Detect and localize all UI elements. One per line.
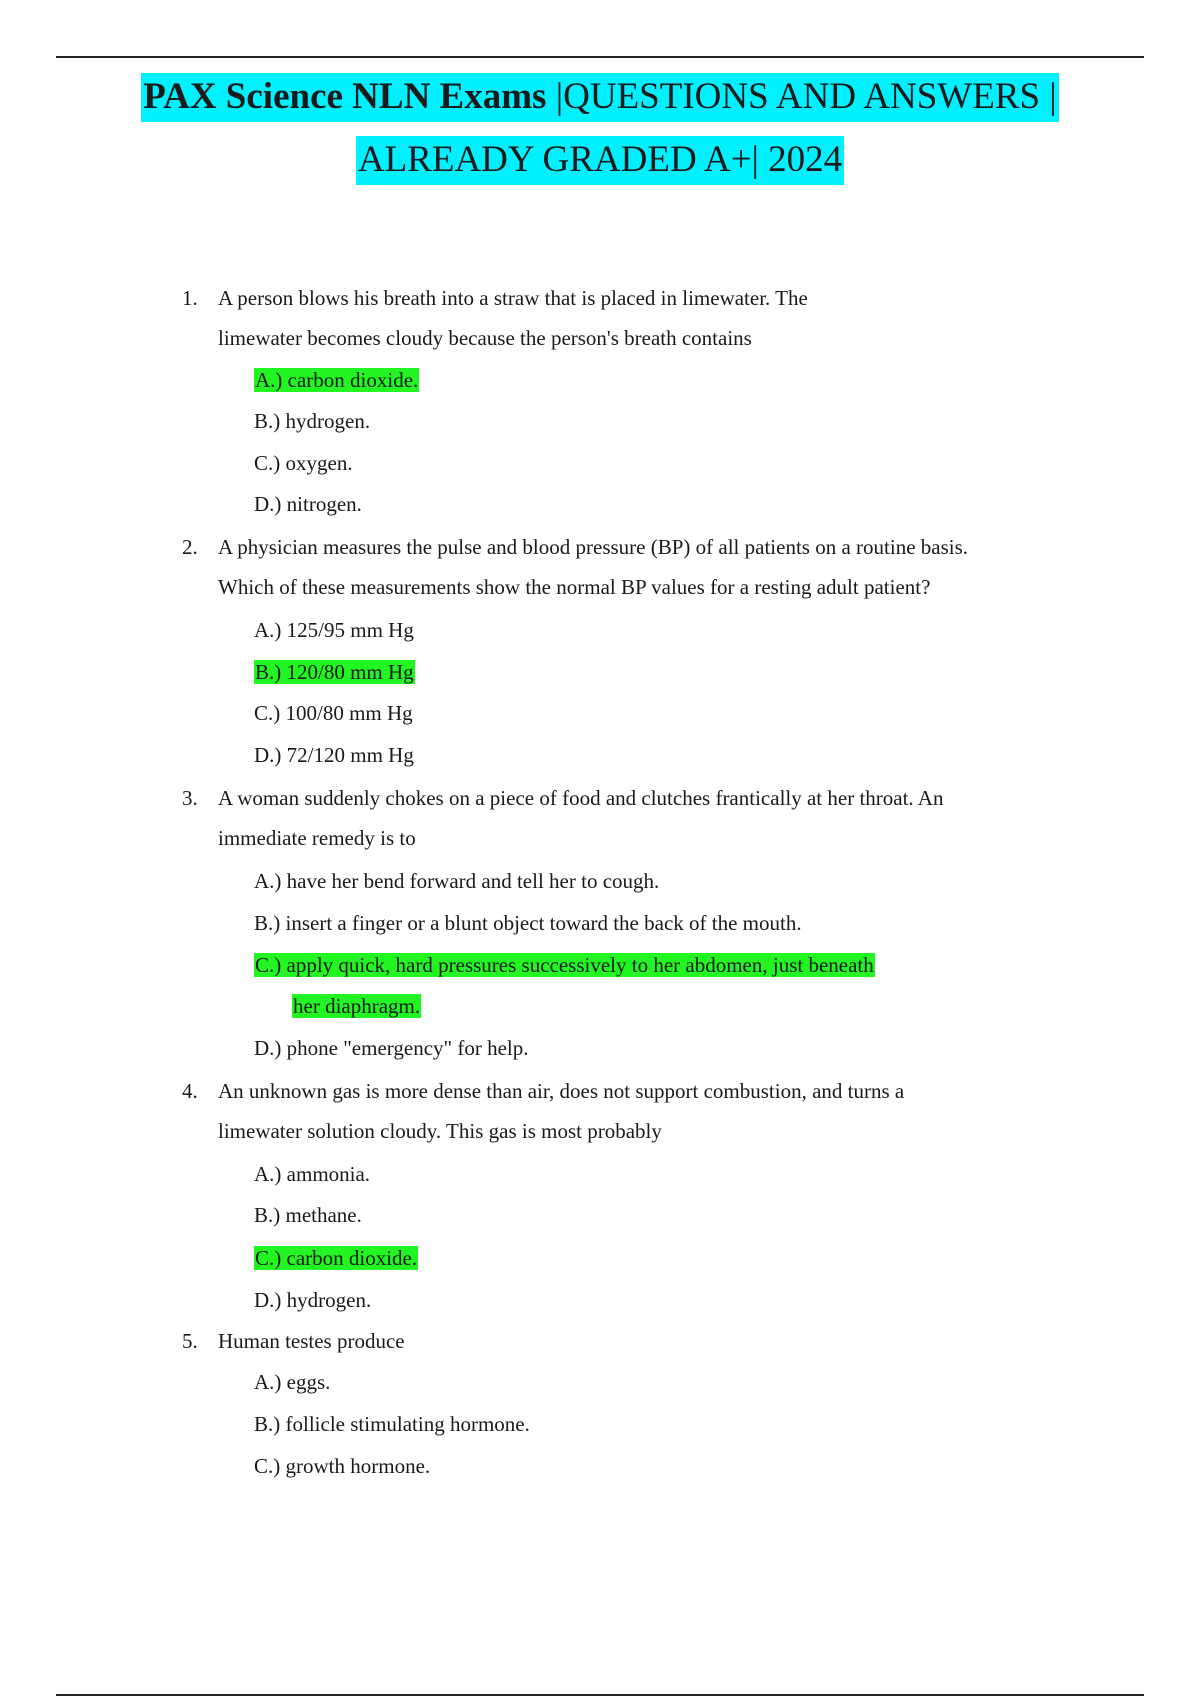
stem-line: A woman suddenly chokes on a piece of food and clutches frantically at her throat. An bbox=[218, 786, 944, 810]
answer-option: D.) nitrogen. bbox=[254, 492, 362, 516]
question-stem bbox=[218, 1321, 1078, 1361]
top-rule bbox=[56, 56, 1144, 58]
stem-line: limewater becomes cloudy because the person's breath contains bbox=[218, 326, 752, 350]
document-title-line-1 bbox=[0, 78, 1200, 115]
answer-option bbox=[254, 360, 419, 400]
stem-line: An unknown gas is more dense than air, does not support combustion, and turns a bbox=[218, 1079, 905, 1103]
title-bold-text: PAX Science NLN Exams bbox=[143, 76, 556, 117]
correct-answer-highlight: B.) 120/80 mm Hg bbox=[255, 660, 414, 684]
correct-answer-highlight: A.) carbon dioxide. bbox=[255, 368, 419, 392]
answer-option bbox=[254, 1238, 418, 1278]
answer-option: B.) insert a finger or a blunt object toward the back of the mouth. bbox=[254, 911, 802, 935]
answer-option: C.) 100/80 mm Hg bbox=[254, 701, 413, 725]
question-stem bbox=[218, 778, 1078, 858]
answer-option: A.) have her bend forward and tell her to cough. bbox=[254, 869, 660, 893]
answer-option: B.) methane. bbox=[254, 1203, 362, 1227]
title-line-2-text: ALREADY GRADED A+| 2024 bbox=[356, 136, 844, 185]
stem-line: Which of these measurements show the normal BP values for a resting adult patient? bbox=[218, 575, 931, 599]
bottom-rule bbox=[56, 1694, 1144, 1696]
question-number: 5. bbox=[182, 1329, 198, 1353]
title-highlight bbox=[141, 73, 1058, 122]
answer-option: C.) oxygen. bbox=[254, 451, 353, 475]
answer-option: B.) hydrogen. bbox=[254, 409, 371, 433]
answer-option: D.) hydrogen. bbox=[254, 1288, 372, 1312]
answer-option: D.) phone "emergency" for help. bbox=[254, 1036, 529, 1060]
stem-line: immediate remedy is to bbox=[218, 826, 416, 850]
answer-option: B.) follicle stimulating hormone. bbox=[254, 1412, 530, 1436]
correct-answer-highlight: her diaphragm. bbox=[293, 994, 421, 1018]
answer-option: A.) eggs. bbox=[254, 1370, 331, 1394]
stem-line: A person blows his breath into a straw that is placed in limewater. The bbox=[218, 286, 808, 310]
title-rest-text: |QUESTIONS AND ANSWERS | bbox=[555, 76, 1057, 117]
answer-option bbox=[254, 945, 875, 985]
question-number: 2. bbox=[182, 535, 198, 559]
answer-option: A.) 125/95 mm Hg bbox=[254, 618, 414, 642]
question-number: 4. bbox=[182, 1079, 198, 1103]
question-number: 1. bbox=[182, 286, 198, 310]
stem-line: A physician measures the pulse and blood pressure (BP) of all patients on a routine basis. bbox=[218, 535, 969, 559]
question-number: 3. bbox=[182, 786, 198, 810]
answer-option: D.) 72/120 mm Hg bbox=[254, 743, 414, 767]
question-stem bbox=[218, 1071, 1078, 1151]
stem-line: Human testes produce bbox=[218, 1329, 405, 1353]
correct-answer-highlight: C.) apply quick, hard pressures successively to her abdomen, just beneath bbox=[255, 953, 874, 977]
answer-option: A.) ammonia. bbox=[254, 1162, 371, 1186]
correct-answer-highlight: C.) carbon dioxide. bbox=[255, 1246, 418, 1270]
answer-option: C.) growth hormone. bbox=[254, 1454, 431, 1478]
question-stem bbox=[218, 278, 1078, 358]
document-title-line-2 bbox=[0, 141, 1200, 178]
answer-option-continuation bbox=[292, 986, 421, 1026]
answer-option bbox=[254, 652, 415, 692]
stem-line: limewater solution cloudy. This gas is most probably bbox=[218, 1119, 662, 1143]
question-stem bbox=[218, 527, 1078, 607]
